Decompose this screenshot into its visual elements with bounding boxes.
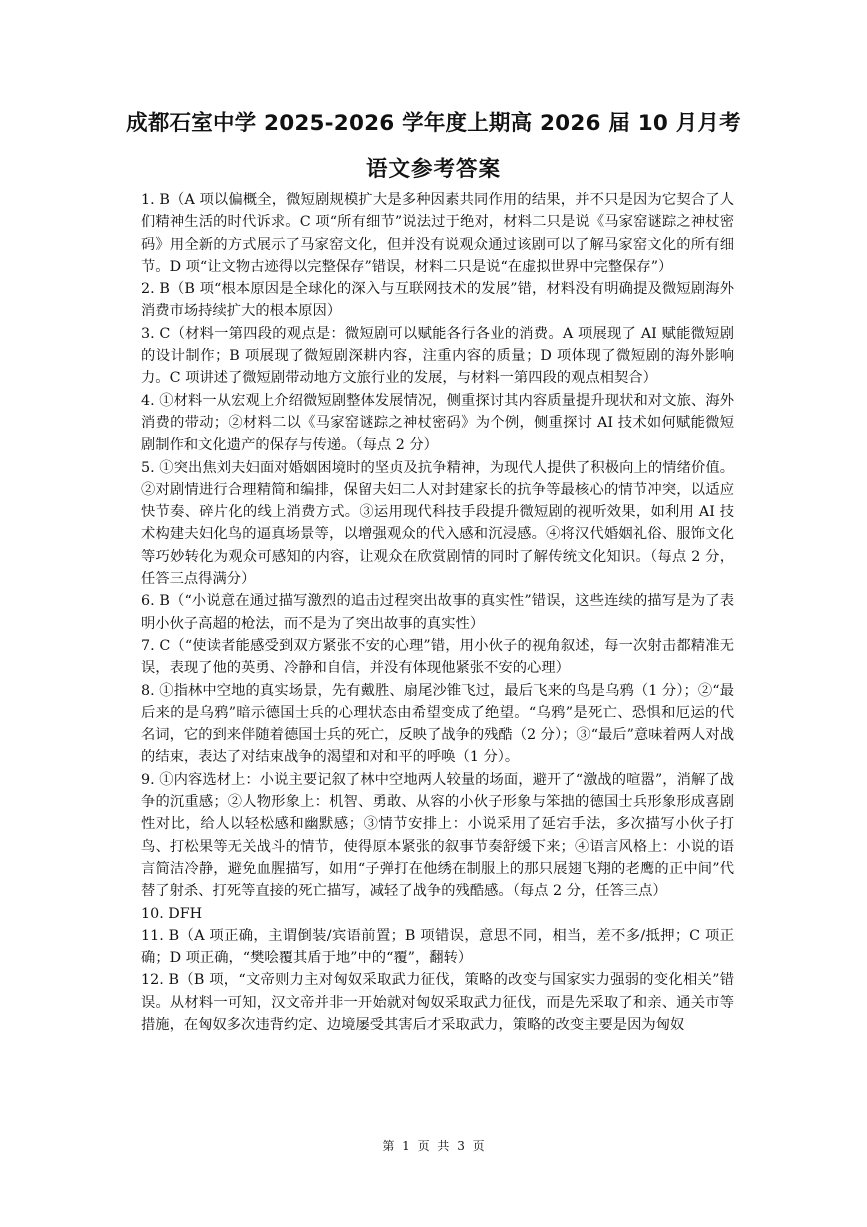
answer-paragraph: 11. B（A 项正确，主谓倒装/宾语前置；B 项错误，意思不同，相当，差不多/抵押；C 项正确；D 项正确，“樊哙覆其盾于地”中的“覆”，翻转） xyxy=(141,927,734,967)
answer-paragraph: 6. B（“小说意在通过描写激烈的追击过程突出故事的真实性”错误，这些连续的描写是为了表明小伙子高超的枪法，而不是为了突出故事的真实性） xyxy=(141,593,734,632)
answer-paragraph: 1. B（A 项以偏概全，微短剧规模扩大是多种因素共同作用的结果，并不只是因为它契合了人们精神生活的时代诉求。C 项“所有细节”说法过于绝对，材料二只是说《马家窑谜踪之神杖密码》用全新的方式展示了马家窑文化，但并没有说观众通过该剧可以了解马家窑文化的所有细节。D 项“让文物古迹得以完整保存”错误，材料二只是说“在虚拟世界中完整保存”） xyxy=(141,192,734,275)
document-subtitle: 语文参考答案 xyxy=(365,157,501,182)
answer-paragraph: 9. ①内容选材上：小说主要记叙了林中空地两人较量的场面，避开了“激战的喧嚣”，消解了战争的沉重感；②人物形象上：机智、勇敢、从容的小伙子形象与笨拙的德国士兵形象形成喜剧性对比，给人以轻松感和幽默感；③情节安排上：小说采用了延宕手法，多次描写小伙子打鸟、打松果等无关战斗的情节，使得原本紧张的叙事节奏舒缓下来；④语言风格上：小说的语言简洁冷静，避免血腥描写，如用“子弹打在他绣在制服上的那只展翅飞翔的老鹰的正中间”代替了射杀、打死等直接的死亡描写，减轻了战争的残酷感。（每点 2 分，任答三点） xyxy=(141,771,734,900)
page-footer: 第 1 页 共 3 页 xyxy=(382,1139,485,1153)
answer-paragraph: 10. DFH xyxy=(141,905,203,922)
answer-paragraph: 3. C（材料一第四段的观点是：微短剧可以赋能各行各业的消费。A 项展现了 AI 赋能微短剧的设计制作；B 项展现了微短剧深耕内容，注重内容的质量；D 项体现了微短剧的海外影响力。C 项讲述了微短剧带动地方文旅行业的发展，与材料一第四段的观点相契合） xyxy=(141,325,734,387)
document-title: 成都石室中学 2025-2026 学年度上期高 2026 届 10 月月考 xyxy=(126,111,741,136)
answer-paragraph: 5. ①突出焦刘夫妇面对婚姻困境时的坚贞及抗争精神，为现代人提供了积极向上的情绪价值。②对剧情进行合理精简和编排，保留夫妇二人对封建家长的抗争等最核心的情节冲突，以适应快节奏、碎片化的线上消费方式。③运用现代科技手段提升微短剧的视听效果，如利用 AI 技术构建夫妇化鸟的逼真场景等，以增强观众的代入感和沉浸感。④将汉代婚姻礼俗、服饰文化等巧妙转化为观众可感知的内容，让观众在欣赏剧情的同时了解传统文化知识。（每点 2 分，任答三点得满分） xyxy=(141,459,734,588)
answer-body xyxy=(141,189,734,1036)
answer-paragraph: 8. ①指林中空地的真实场景，先有戴胜、扇尾沙锥飞过，最后飞来的鸟是乌鸦（1 分）；②“最后来的是乌鸦”暗示德国士兵的心理状态由希望变成了绝望。“乌鸦”是死亡、恐惧和厄运的代名词，它的到来伴随着德国士兵的死亡，反映了战争的残酷（2 分）；③“最后”意味着两人对战的结束，表达了对结束战争的渴望和对和平的呼唤（1 分）。 xyxy=(141,682,734,766)
answer-paragraph: 4. ①材料一从宏观上介绍微短剧整体发展情况，侧重探讨其内容质量提升现状和对文旅、海外消费的带动；②材料二以《马家窑谜踪之神杖密码》为个例，侧重探讨 AI 技术如何赋能微短剧制作和文化遗产的保存与传递。（每点 2 分） xyxy=(141,392,734,454)
answer-paragraph: 12. B（B 项，“文帝则力主对匈奴采取武力征伐，策略的改变与国家实力强弱的变化相关”错误。从材料一可知，汉文帝并非一开始就对匈奴采取武力征伐，而是先采取了和亲、通关市等措施，在匈奴多次违背约定、边境屡受其害后才采取武力，策略的改变主要是因为匈奴 xyxy=(141,972,734,1033)
answer-paragraph: 2. B（B 项“根本原因是全球化的深入与互联网技术的发展”错，材料没有明确提及微短剧海外消费市场持续扩大的根本原因） xyxy=(141,281,734,320)
answer-paragraph: 7. C（“使读者能感受到双方紧张不安的心理”错，用小伙子的视角叙述，每一次射击都精准无误，表现了他的英勇、冷静和自信，并没有体现他紧张不安的心理） xyxy=(141,637,734,677)
